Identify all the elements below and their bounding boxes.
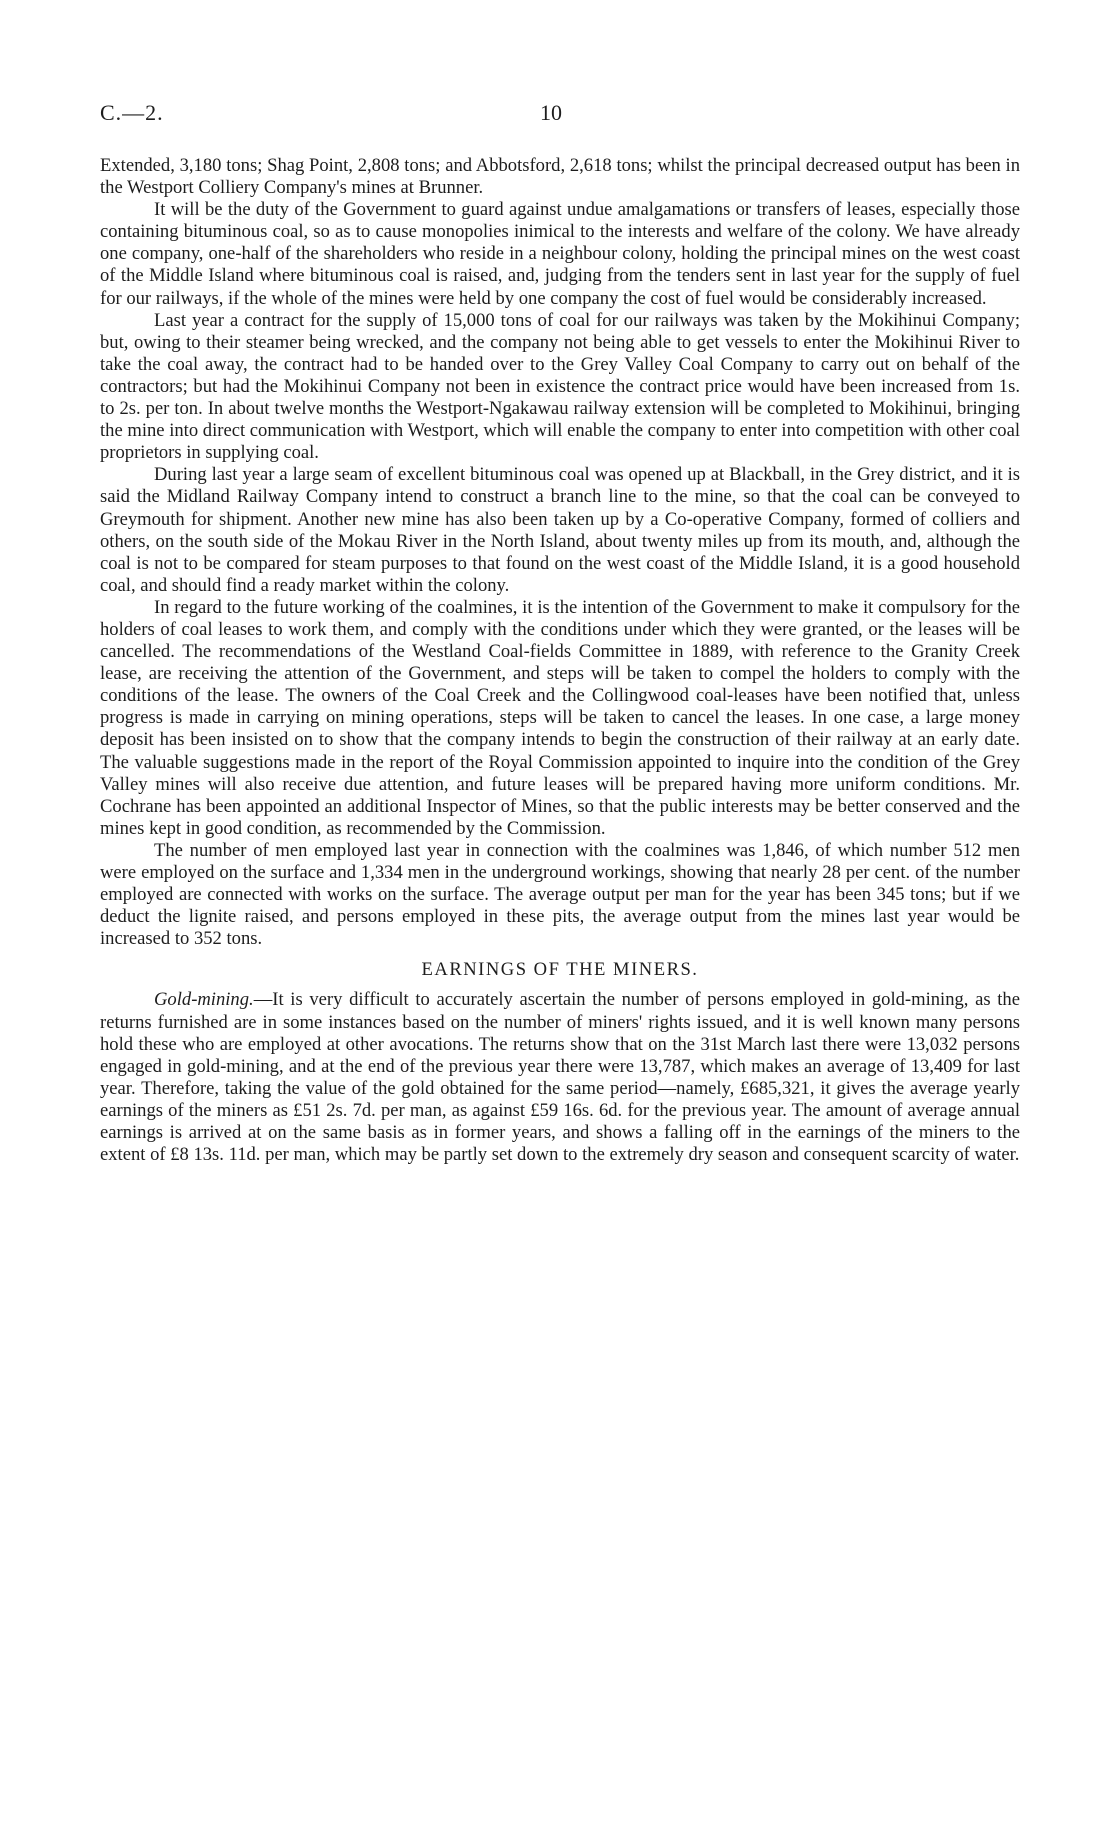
paragraph-men-employed: The number of men employed last year in connection with the coalmines was 1,846, of which number 512 men were employed on the surface and 1,334 men in the underground workings, showing that nearly 28 per cent. of the number employed are connected with works on the surface. The average output per man for the year has been 345 tons; but if we deduct the lignite raised, and persons employed in these pits, the average output from the mines last year would be increased to 352 tons.	[100, 839, 1020, 950]
run-in-heading: Gold-mining.	[154, 989, 254, 1011]
paragraph-gold-mining	[100, 989, 1020, 1166]
paragraph-gold-mining-text: —It is very difficult to accurately ascertain the number of persons employed in gold-mining, as the returns furnished are in some instances based on the number of miners' rights issued, and it is well known many persons hold these who are employed at other avocations. The returns show that on the 31st March last there were 13,032 persons engaged in gold-mining, and at the end of the previous year there were 13,787, which makes an average of 13,409 for last year. Therefore, taking the value of the gold obtained for the same period—namely, £685,321, it gives the average yearly earnings of the miners as £51 2s. 7d. per man, as against £59 16s. 6d. for the previous year. The amount of average annual earnings is arrived at on the same basis as in former years, and shows a falling off in the earnings of the miners to the extent of £8 13s. 11d. per man, which may be partly set down to the extremely dry season and consequent scarcity of water.	[100, 989, 1020, 1166]
paragraph-coal-leases: In regard to the future working of the coalmines, it is the intention of the Government to make it compulsory for the holders of coal leases to work them, and comply with the conditions under which they were granted, or the leases will be cancelled. The recommendations of the Westland Coal-fields Committee in 1889, with reference to the Granity Creek lease, are receiving the attention of the Government, and steps will be taken to compel the holders to comply with the conditions of the lease. The owners of the Coal Creek and the Collingwood coal-leases have been notified that, unless progress is made in carrying on mining operations, steps will be taken to cancel the leases. In one case, a large money deposit has been insisted on to show that the company intends to begin the construction of their railway at an early date. The valuable suggestions made in the report of the Royal Commission appointed to inquire into the condition of the Grey Valley mines will also receive due attention, and future leases will be prepared having more uniform conditions. Mr. Cochrane has been appointed an additional Inspector of Mines, so that the public interests may be better conserved and the mines kept in good condition, as recommended by the Commission.	[100, 596, 1020, 839]
paragraph-amalgamations: It will be the duty of the Government to guard against undue amalgamations or transfers of leases, especially those containing bituminous coal, so as to cause monopolies inimical to the interests and welfare of the colony. We have already one company, one-half of the shareholders who reside in a neighbour colony, holding the principal mines on the west coast of the Middle Island where bituminous coal is raised, and, judging from the tenders sent in last year for the supply of fuel for our railways, if the whole of the mines were held by one company the cost of fuel would be considerably increased.	[100, 199, 1020, 309]
section-heading: EARNINGS OF THE MINERS.	[421, 959, 699, 981]
paragraph-new-mines: During last year a large seam of excellent bituminous coal was opened up at Blackball, in the Grey district, and it is said the Midland Railway Company intend to construct a branch line to the mine, so that the coal can be conveyed to Greymouth for shipment. Another new mine has also been taken up by a Co-operative Company, formed of colliers and others, on the south side of the Mokau River in the North Island, about twenty miles up from its mouth, and, although the coal is not to be compared for steam purposes to that found on the west coast of the Middle Island, it is a good household coal, and should find a ready market within the colony.	[100, 464, 1020, 596]
running-head	[100, 100, 1020, 130]
paragraph-output-summary: Extended, 3,180 tons; Shag Point, 2,808 tons; and Abbotsford, 2,618 tons; whilst the principal decreased output has been in the Westport Colliery Company's mines at Brunner.	[100, 155, 1020, 199]
document-reference: C.—2.	[100, 100, 164, 125]
body-text	[100, 155, 1020, 1166]
paragraph-railway-contract: Last year a contract for the supply of 15,000 tons of coal for our railways was taken by the Mokihinui Company; but, owing to their steamer being wrecked, and the company not being able to get vessels to enter the Mokihinui River to take the coal away, the contract had to be handed over to the Grey Valley Coal Company to carry out on behalf of the contractors; but had the Mokihinui Company not been in existence the contract price would have been increased from 1s. to 2s. per ton. In about twelve months the Westport-Ngakawau railway extension will be completed to Mokihinui, bringing the mine into direct communication with Westport, which will enable the company to enter into competition with other coal proprietors in supplying coal.	[100, 309, 1020, 464]
page-number: 10	[540, 100, 562, 125]
